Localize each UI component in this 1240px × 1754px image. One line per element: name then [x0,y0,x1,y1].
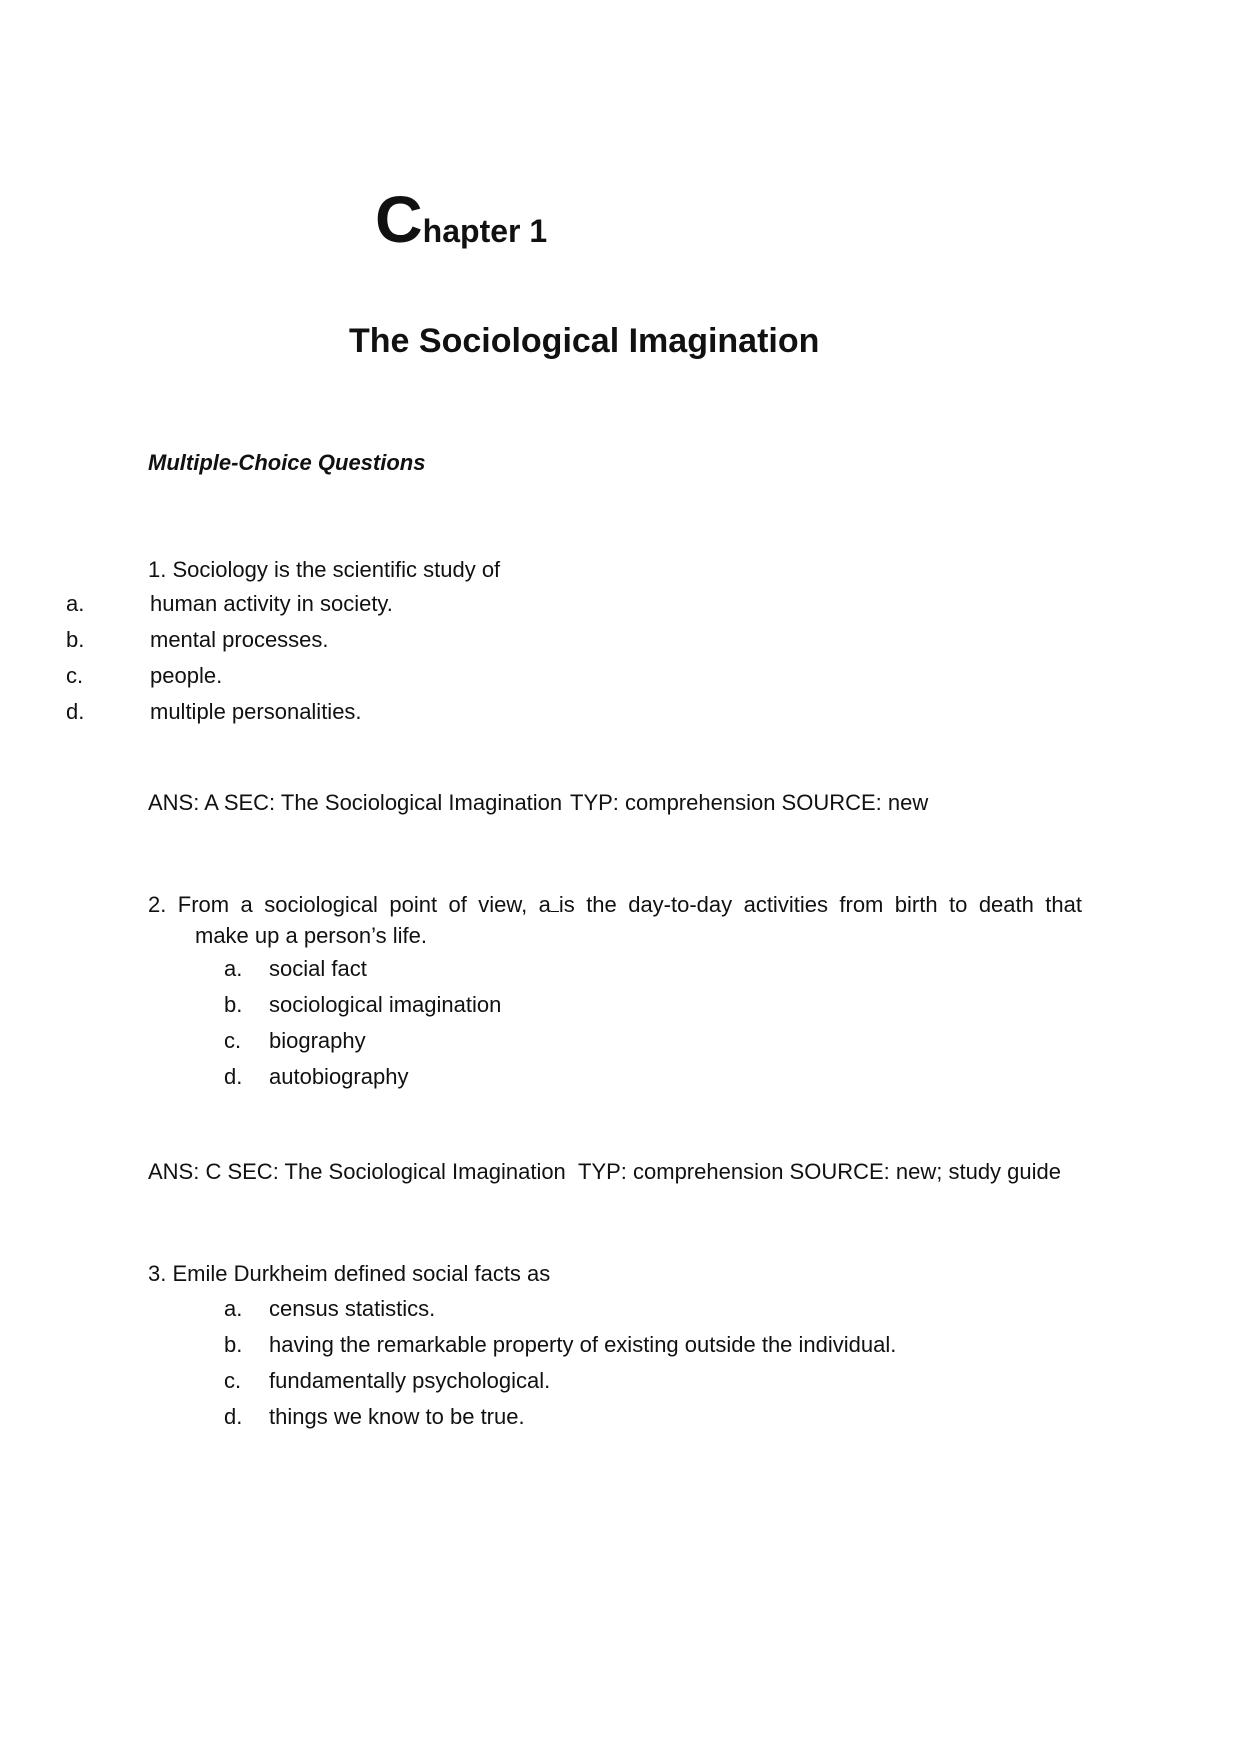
question-2-option-c-text: biography [269,1028,366,1053]
question-2-option-a-text: social fact [269,956,367,981]
question-1-option-a-letter: a. [66,591,85,616]
question-1-answer: ANS: A SEC: The Sociological Imagination [148,790,563,815]
question-2-stem-line1 [148,891,1082,919]
question-3-option-a-text: census statistics. [269,1296,436,1321]
question-1-option-a-text: human activity in society. [150,591,393,616]
question-1-option-c-text: people. [150,663,223,688]
question-1-option-d-text: multiple personalities. [150,699,362,724]
question-1-meta: TYP: comprehension SOURCE: new [570,790,929,815]
section-heading: Multiple-Choice Questions [148,450,426,475]
question-3-option-c-letter: c. [224,1368,242,1393]
question-1-option-b-text: mental processes. [150,627,329,652]
question-3-option-b-text: having the remarkable property of existing outside the individual. [269,1332,897,1357]
question-2-option-b-letter: b. [224,992,243,1017]
question-1-option-c-letter: c. [66,663,84,688]
question-2-option-d-text: autobiography [269,1064,409,1089]
question-2-option-a-letter: a. [224,956,243,981]
chapter-title [375,182,548,256]
question-2-stem-part2: is the day-to-day activities from birth to death that [558,892,1083,917]
question-3-option-b-letter: b. [224,1332,243,1357]
question-3-stem: 3. Emile Durkheim defined social facts as [148,1261,551,1286]
question-1-stem: 1. Sociology is the scientific study of [148,557,501,582]
question-1-option-b-letter: b. [66,627,85,652]
question-2-meta: TYP: comprehension SOURCE: new; study guide [578,1159,1062,1184]
question-2-option-d-letter: d. [224,1064,243,1089]
question-2-option-b-text: sociological imagination [269,992,502,1017]
question-3-option-d-text: things we know to be true. [269,1404,525,1429]
chapter-subtitle: The Sociological Imagination [349,322,820,360]
chapter-initial: C [375,182,423,256]
question-2-answer: ANS: C SEC: The Sociological Imagination [148,1159,566,1184]
question-2-stem-part1: 2. From a sociological point of view, a [148,892,551,917]
question-3-option-a-letter: a. [224,1296,243,1321]
question-2-option-c-letter: c. [224,1028,242,1053]
question-3-option-c-text: fundamentally psychological. [269,1368,551,1393]
question-3-option-d-letter: d. [224,1404,243,1429]
question-2-stem-line2: make up a person’s life. [195,923,427,948]
chapter-title-rest: hapter 1 [422,213,548,249]
answer-blank [551,897,559,912]
question-1-option-d-letter: d. [66,699,85,724]
